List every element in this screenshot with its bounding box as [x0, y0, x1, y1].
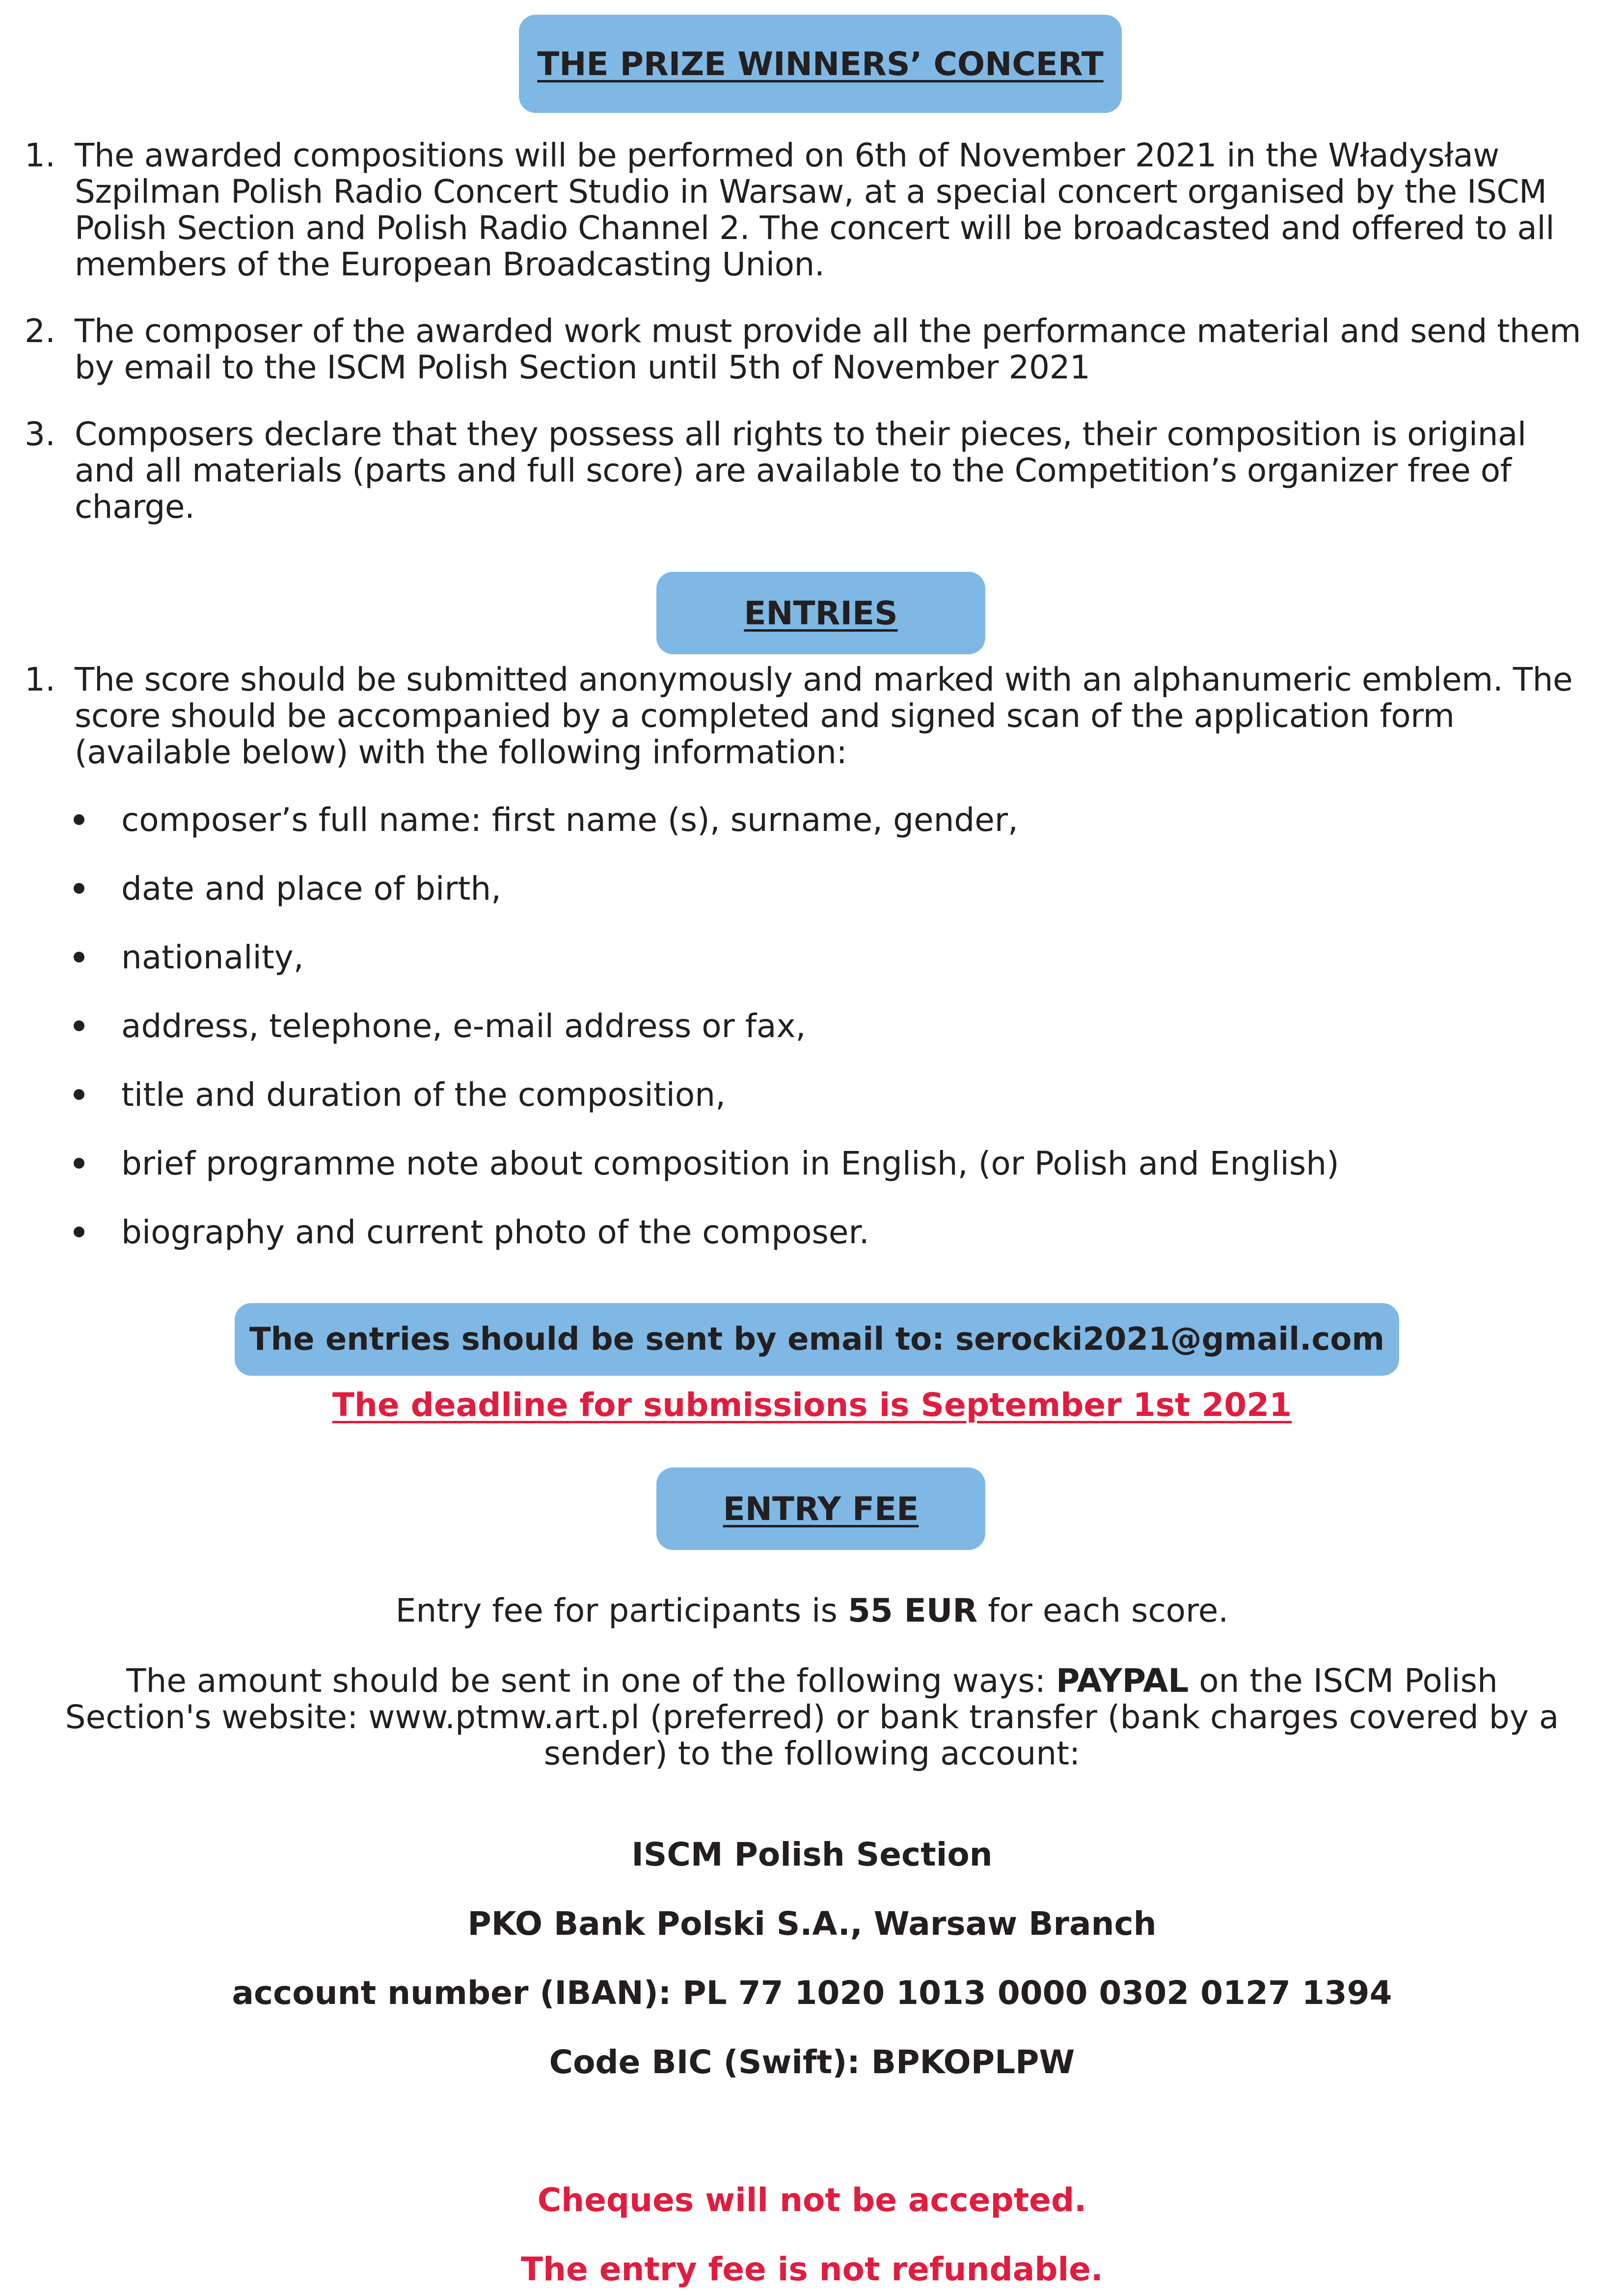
entries-info-bullets [74, 785, 1339, 1266]
bullet-text: address, telephone, e-mail address or fax, [121, 1007, 806, 1045]
cheques-warning: Cheques will not be accepted. [537, 2181, 1087, 2219]
item-text: The awarded compositions will be performed on 6th of November 2021 in the Władysław Szpilman Polish Radio Concert Studio in Warsaw, at a special concert organised by the ISCM Polish Section and Polish Radio Channel 2. The concert will be broadcasted and offered to all members of the European Broadcasting Union. [75, 136, 1555, 283]
list-item [25, 662, 1596, 771]
item-number: 1. [25, 661, 55, 698]
fee-heading [656, 1468, 985, 1550]
account-name: ISCM Polish Section [631, 1836, 993, 1873]
list-item [25, 137, 1596, 283]
list-item [25, 416, 1596, 525]
bullet-item [74, 1060, 1339, 1129]
bullet-item [74, 991, 1339, 1060]
list-item [25, 313, 1596, 386]
bullet-text: title and duration of the composition, [121, 1075, 726, 1114]
bullet-dot [74, 1089, 84, 1100]
bullet-text: brief programme note about composition in English, (or Polish and English) [121, 1144, 1339, 1182]
bullet-dot [74, 952, 84, 962]
email-banner [235, 1303, 1399, 1376]
concert-heading [519, 15, 1122, 113]
bullet-text: composer’s full name: first name (s), surname, gender, [121, 801, 1019, 839]
item-number: 2. [25, 312, 55, 350]
entries-list [25, 662, 1596, 771]
bullet-text: biography and current photo of the composer. [121, 1213, 869, 1251]
item-text: The composer of the awarded work must provide all the performance material and send them by email to the ISCM Polish Section until 5th of November 2021 [75, 312, 1581, 386]
item-number: 1. [25, 136, 55, 174]
bullet-item [74, 1129, 1339, 1198]
bullet-dot [74, 1020, 84, 1031]
deadline-text: The deadline for submissions is September 1st 2021 [332, 1386, 1292, 1424]
item-number: 3. [25, 415, 55, 453]
bullet-item [74, 1198, 1339, 1266]
concert-list [25, 137, 1596, 525]
bic-code: Code BIC (Swift): BPKOPLPW [549, 2043, 1075, 2081]
iban-number: account number (IBAN): PL 77 1020 1013 0000 0302 0127 1394 [232, 1974, 1392, 2012]
item-text: The score should be submitted anonymously and marked with an alphanumeric emblem. The score should be accompanied by a completed and signed scan of the application form (available below) with the following information: [75, 661, 1573, 771]
bullet-text: date and place of birth, [121, 869, 502, 908]
entries-heading-text: ENTRIES [744, 594, 898, 632]
fee-amount-line [0, 1593, 1624, 1629]
bullet-dot [74, 814, 84, 825]
item-text: Composers declare that they possess all rights to their pieces, their composition is original and all materials (parts and full score) are available to the Competition’s organizer free of charge. [75, 415, 1526, 526]
bullet-item [74, 923, 1339, 991]
entries-heading [656, 572, 985, 654]
payment-post: on the ISCM Polish Section's website: www.ptmw.art.pl (preferred) or bank transfer (bank charges covered by a sender) to the following account: [65, 1662, 1559, 1772]
bullet-dot [74, 1158, 84, 1169]
deadline-notice [0, 1387, 1624, 1423]
fee-line-pre: Entry fee for participants is [395, 1592, 848, 1629]
paypal-label: PAYPAL [1056, 1662, 1189, 1700]
bullet-item [74, 785, 1339, 854]
email-banner-text: The entries should be sent by email to: serocki2021@gmail.com [249, 1321, 1385, 1358]
refund-warning: The entry fee is not refundable. [520, 2250, 1104, 2288]
bullet-text: nationality, [121, 938, 304, 976]
bank-name: PKO Bank Polski S.A., Warsaw Branch [467, 1905, 1157, 1943]
bullet-dot [74, 1227, 84, 1237]
payment-pre: The amount should be sent in one of the following ways: [126, 1662, 1056, 1700]
bullet-dot [74, 883, 84, 894]
concert-heading-text: THE PRIZE WINNERS’ CONCERT [537, 45, 1104, 83]
payment-instructions [49, 1663, 1575, 1772]
fee-amount: 55 EUR [847, 1592, 978, 1629]
bullet-item [74, 854, 1339, 923]
fee-heading-text: ENTRY FEE [723, 1490, 919, 1528]
fee-line-post: for each score. [977, 1592, 1229, 1629]
